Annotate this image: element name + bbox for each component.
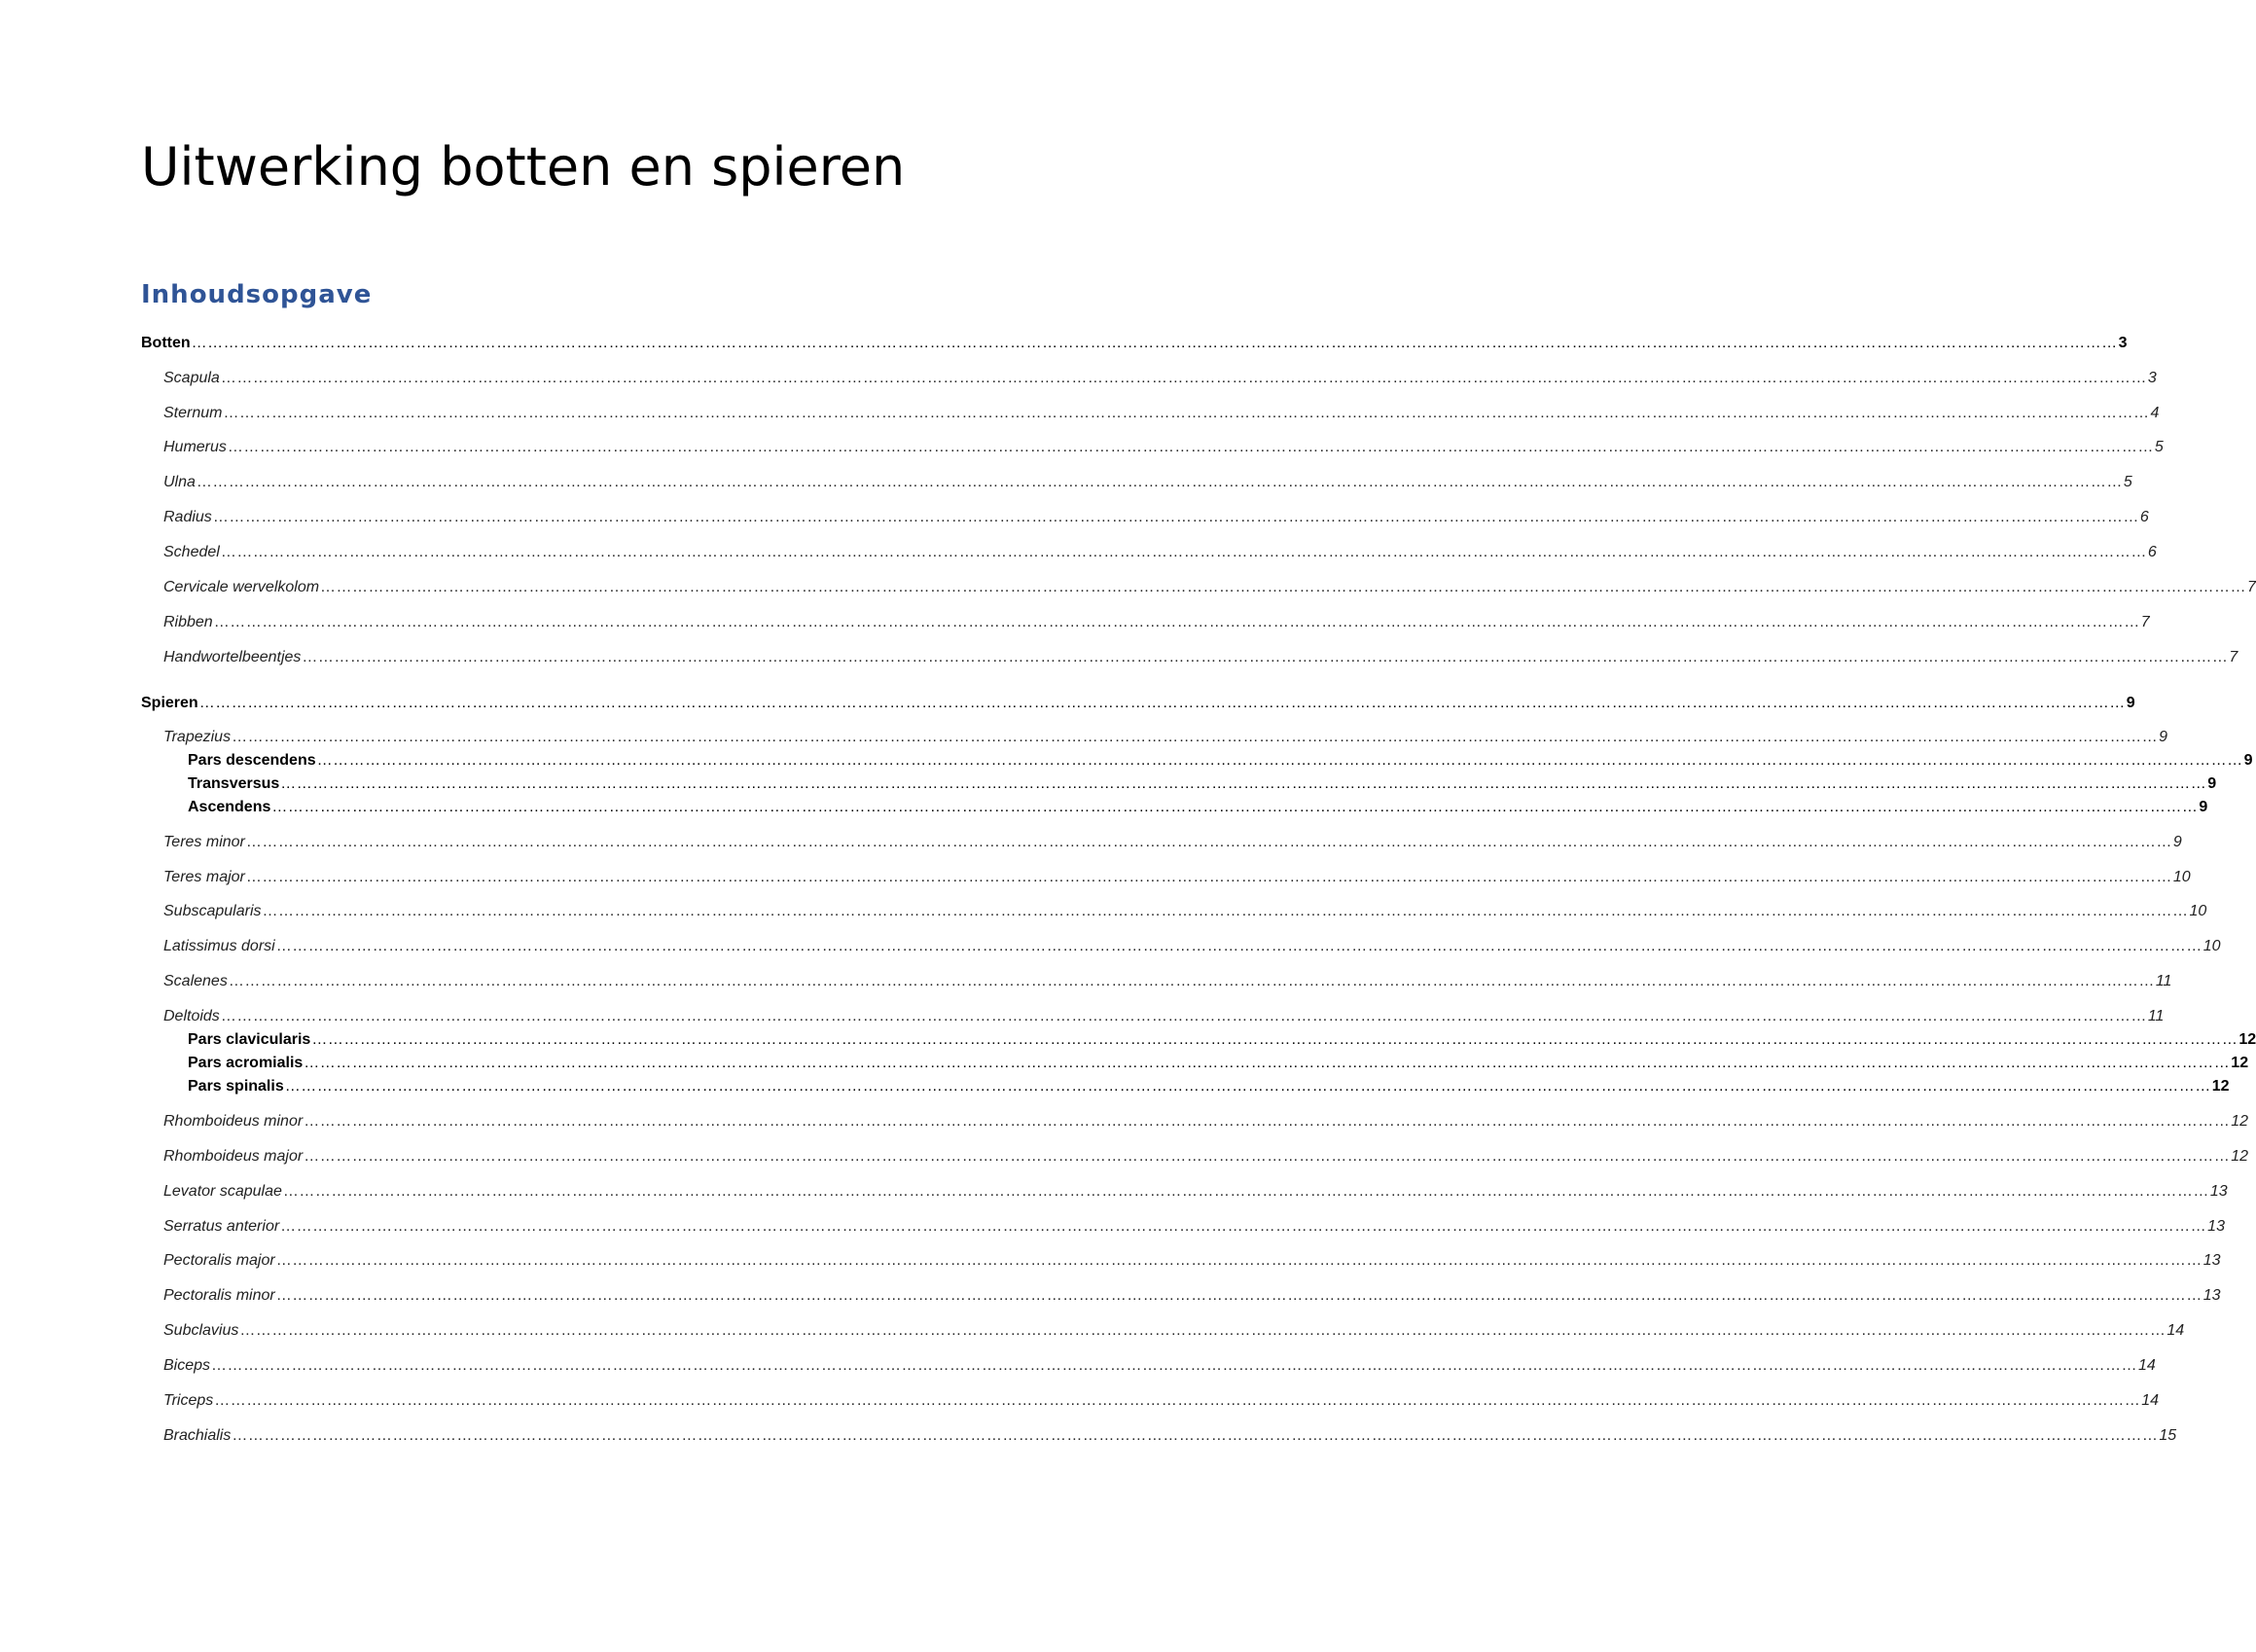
toc-dot-leader: ……………………………………………………………………………………………………………………………………………………………………………………………………………………………………………………………………………………………………………………………… [262, 903, 2189, 919]
toc-entry-label: Trapezius [163, 729, 232, 745]
toc-dot-leader: ……………………………………………………………………………………………………………………………………………………………………………………………………………………………………………………………………………………………………………………………… [213, 614, 2140, 630]
toc-entry-label: Pectoralis major [163, 1252, 275, 1269]
toc-entry-label: Spieren [141, 695, 198, 711]
toc-page-number: 7 [2247, 579, 2256, 595]
toc-entry-label: Deltoids [163, 1008, 220, 1024]
toc-dot-leader: ……………………………………………………………………………………………………………………………………………………………………………………………………………………………………………………………………………………………………………………………… [304, 1113, 2231, 1130]
toc-entry-label: Sternum [163, 405, 223, 421]
toc-entry[interactable] [163, 542, 2157, 563]
toc-page-number: 3 [2118, 335, 2128, 351]
toc-dot-leader: ……………………………………………………………………………………………………………………………………………………………………………………………………………………………………………………………………………………………………………………………… [275, 1287, 2202, 1304]
toc-dot-leader: ……………………………………………………………………………………………………………………………………………………………………………………………………………………………………………………………………………………………………………………………… [227, 439, 2154, 455]
toc-page-number: 9 [2172, 834, 2182, 850]
toc-entry[interactable] [163, 647, 2238, 668]
toc-entry[interactable] [163, 507, 2149, 528]
toc-dot-leader: ……………………………………………………………………………………………………………………………………………………………………………………………………………………………………………………………………………………………………………………………… [302, 649, 2229, 665]
toc-entry[interactable] [163, 403, 2160, 424]
toc-dot-leader: ……………………………………………………………………………………………………………………………………………………………………………………………………………………………………………………………………………………………………………………………… [311, 1031, 2238, 1048]
toc-entry[interactable] [163, 1216, 2225, 1238]
toc-entry[interactable] [163, 437, 2164, 458]
toc-entry-label: Handwortelbeentjes [163, 649, 302, 665]
toc-page-number: 10 [2189, 903, 2207, 919]
toc-page-number: 6 [2139, 509, 2149, 525]
toc-dot-leader: ……………………………………………………………………………………………………………………………………………………………………………………………………………………………………………………………………………………………………………………………… [232, 729, 2159, 745]
toc-page-number: 13 [2209, 1183, 2228, 1200]
toc-entry[interactable] [163, 1181, 2228, 1203]
toc-dot-leader: ……………………………………………………………………………………………………………………………………………………………………………………………………………………………………………………………………………………………………………………………… [223, 405, 2150, 421]
toc-page-number: 12 [2231, 1113, 2248, 1130]
toc-page-number: 7 [2229, 649, 2238, 665]
toc-page-number: 13 [2207, 1218, 2225, 1235]
toc-dot-leader: ……………………………………………………………………………………………………………………………………………………………………………………………………………………………………………………………………………………………………………………………… [228, 973, 2155, 989]
toc-entry[interactable] [188, 1029, 2256, 1051]
toc-dot-leader: ……………………………………………………………………………………………………………………………………………………………………………………………………………………………………………………………………………………………………………………………… [245, 869, 2172, 885]
toc-entry-label: Serratus anterior [163, 1218, 280, 1235]
toc-dot-leader: ……………………………………………………………………………………………………………………………………………………………………………………………………………………………………………………………………………………………………………………………… [280, 775, 2207, 792]
toc-dot-leader: ……………………………………………………………………………………………………………………………………………………………………………………………………………………………………………………………………………………………………………………………… [212, 509, 2139, 525]
toc-entry-label: Pars clavicularis [188, 1031, 311, 1048]
toc-page-number: 12 [2211, 1078, 2230, 1095]
toc-page-number: 13 [2202, 1287, 2221, 1304]
toc-dot-leader: ……………………………………………………………………………………………………………………………………………………………………………………………………………………………………………………………………………………………………………………………… [271, 799, 2199, 815]
toc-page-number: 7 [2140, 614, 2150, 630]
toc-dot-leader: ……………………………………………………………………………………………………………………………………………………………………………………………………………………………………………………………………………………………………………………………… [191, 335, 2118, 351]
toc-entry[interactable] [141, 693, 2135, 714]
toc-entry-label: Scapula [163, 370, 220, 386]
toc-entry[interactable] [163, 1285, 2221, 1307]
toc-entry-label: Ribben [163, 614, 213, 630]
toc-dot-leader: ……………………………………………………………………………………………………………………………………………………………………………………………………………………………………………………………………………………………………………………………… [304, 1148, 2231, 1165]
toc-page-number: 5 [2154, 439, 2164, 455]
toc-page-number: 12 [2231, 1148, 2248, 1165]
toc-entry[interactable] [163, 1355, 2156, 1377]
toc-entry-label: Pars descendens [188, 752, 316, 769]
toc-entry-label: Ascendens [188, 799, 271, 815]
toc-entry-label: Botten [141, 335, 191, 351]
toc-entry[interactable] [188, 1076, 2230, 1097]
toc-dot-leader: ……………………………………………………………………………………………………………………………………………………………………………………………………………………………………………………………………………………………………………………………… [280, 1218, 2207, 1235]
toc-entry-label: Teres major [163, 869, 245, 885]
toc-page-number: 9 [2243, 752, 2253, 769]
toc-entry[interactable] [188, 797, 2208, 818]
toc-entry-label: Teres minor [163, 834, 245, 850]
toc-page-number: 10 [2172, 869, 2191, 885]
toc-dot-leader: ……………………………………………………………………………………………………………………………………………………………………………………………………………………………………………………………………………………………………………………………… [275, 1252, 2202, 1269]
toc-entry[interactable] [141, 333, 2128, 354]
toc-entry[interactable] [163, 1250, 2221, 1272]
toc-entry-label: Humerus [163, 439, 227, 455]
toc-entry-label: Ulna [163, 474, 196, 490]
toc-entry[interactable] [163, 1146, 2248, 1167]
toc-dot-leader: ……………………………………………………………………………………………………………………………………………………………………………………………………………………………………………………………………………………………………………………………… [304, 1055, 2231, 1071]
toc-entry-label: Pectoralis minor [163, 1287, 275, 1304]
toc-heading: Inhoudsopgave [141, 280, 373, 309]
toc-entry[interactable] [163, 867, 2191, 888]
toc-dot-leader: ……………………………………………………………………………………………………………………………………………………………………………………………………………………………………………………………………………………………………………………………… [211, 1357, 2138, 1374]
toc-entry[interactable] [163, 1425, 2177, 1447]
toc-page-number: 14 [2138, 1357, 2156, 1374]
toc-page-number: 11 [2147, 1008, 2165, 1024]
toc-entry-label: Radius [163, 509, 212, 525]
toc-entry[interactable] [188, 750, 2253, 772]
toc-entry-label: Cervicale wervelkolom [163, 579, 320, 595]
toc-entry[interactable] [163, 1006, 2165, 1027]
toc-entry-label: Subclavius [163, 1322, 239, 1339]
toc-entry[interactable] [188, 773, 2217, 795]
toc-dot-leader: ……………………………………………………………………………………………………………………………………………………………………………………………………………………………………………………………………………………………………………………………… [220, 544, 2147, 560]
toc-entry[interactable] [163, 1320, 2185, 1342]
toc-entry[interactable] [163, 612, 2150, 633]
toc-entry-label: Pars acromialis [188, 1055, 304, 1071]
toc-dot-leader: ……………………………………………………………………………………………………………………………………………………………………………………………………………………………………………………………………………………………………………………………… [275, 938, 2202, 954]
toc-entry[interactable] [163, 727, 2167, 748]
toc-entry[interactable] [163, 971, 2172, 992]
toc-entry-label: Biceps [163, 1357, 211, 1374]
toc-page-number: 6 [2147, 544, 2157, 560]
toc-entry[interactable] [163, 901, 2207, 922]
toc-entry-label: Subscapularis [163, 903, 262, 919]
toc-entry[interactable] [163, 1111, 2248, 1132]
toc-page-number: 9 [2126, 695, 2135, 711]
toc-entry-label: Pars spinalis [188, 1078, 284, 1095]
toc-entry-label: Scalenes [163, 973, 228, 989]
toc-page-number: 12 [2238, 1031, 2256, 1048]
toc-entry-label: Rhomboideus minor [163, 1113, 304, 1130]
toc-page-number: 4 [2150, 405, 2160, 421]
toc-dot-leader: ……………………………………………………………………………………………………………………………………………………………………………………………………………………………………………………………………………………………………………………………… [284, 1078, 2211, 1095]
toc-entry[interactable] [163, 936, 2221, 957]
document-title: Uitwerking botten en spieren [141, 136, 906, 198]
toc-dot-leader: ……………………………………………………………………………………………………………………………………………………………………………………………………………………………………………………………………………………………………………………………… [220, 370, 2147, 386]
toc-dot-leader: ……………………………………………………………………………………………………………………………………………………………………………………………………………………………………………………………………………………………………………………………… [239, 1322, 2166, 1339]
toc-page-number: 10 [2202, 938, 2221, 954]
toc-page-number: 5 [2123, 474, 2132, 490]
toc-entry[interactable] [163, 472, 2132, 493]
toc-dot-leader: ……………………………………………………………………………………………………………………………………………………………………………………………………………………………………………………………………………………………………………………………… [245, 834, 2172, 850]
toc-page-number: 12 [2231, 1055, 2249, 1071]
toc-dot-leader: ……………………………………………………………………………………………………………………………………………………………………………………………………………………………………………………………………………………………………………………………… [198, 695, 2126, 711]
toc-dot-leader: ……………………………………………………………………………………………………………………………………………………………………………………………………………………………………………………………………………………………………………………………… [320, 579, 2247, 595]
toc-page-number: 9 [2207, 775, 2217, 792]
toc-entry-label: Levator scapulae [163, 1183, 282, 1200]
toc-page-number: 3 [2147, 370, 2157, 386]
toc-dot-leader: ……………………………………………………………………………………………………………………………………………………………………………………………………………………………………………………………………………………………………………………………… [282, 1183, 2209, 1200]
toc-dot-leader: ……………………………………………………………………………………………………………………………………………………………………………………………………………………………………………………………………………………………………………………………… [196, 474, 2123, 490]
toc-page-number: 13 [2202, 1252, 2221, 1269]
toc-page-number: 15 [2159, 1427, 2177, 1444]
toc-entry[interactable] [163, 577, 2256, 598]
toc-entry[interactable] [163, 832, 2182, 853]
toc-entry[interactable] [188, 1053, 2249, 1074]
toc-dot-leader: ……………………………………………………………………………………………………………………………………………………………………………………………………………………………………………………………………………………………………………………………… [214, 1392, 2141, 1409]
toc-dot-leader: ……………………………………………………………………………………………………………………………………………………………………………………………………………………………………………………………………………………………………………………………… [316, 752, 2243, 769]
toc-entry[interactable] [163, 1390, 2160, 1412]
toc-entry-label: Rhomboideus major [163, 1148, 304, 1165]
toc-entry-label: Schedel [163, 544, 220, 560]
toc-page-number: 9 [2159, 729, 2167, 745]
toc-dot-leader: ……………………………………………………………………………………………………………………………………………………………………………………………………………………………………………………………………………………………………………………………… [220, 1008, 2147, 1024]
toc-entry[interactable] [163, 368, 2157, 389]
toc-entry-label: Latissimus dorsi [163, 938, 275, 954]
toc-entry-label: Brachialis [163, 1427, 232, 1444]
toc-page-number: 14 [2166, 1322, 2185, 1339]
toc-page-number: 14 [2141, 1392, 2160, 1409]
toc-page-number: 11 [2155, 973, 2172, 989]
toc-entry-label: Triceps [163, 1392, 214, 1409]
toc-page-number: 9 [2199, 799, 2208, 815]
toc-entry-label: Transversus [188, 775, 280, 792]
toc-dot-leader: ……………………………………………………………………………………………………………………………………………………………………………………………………………………………………………………………………………………………………………………………… [232, 1427, 2159, 1444]
